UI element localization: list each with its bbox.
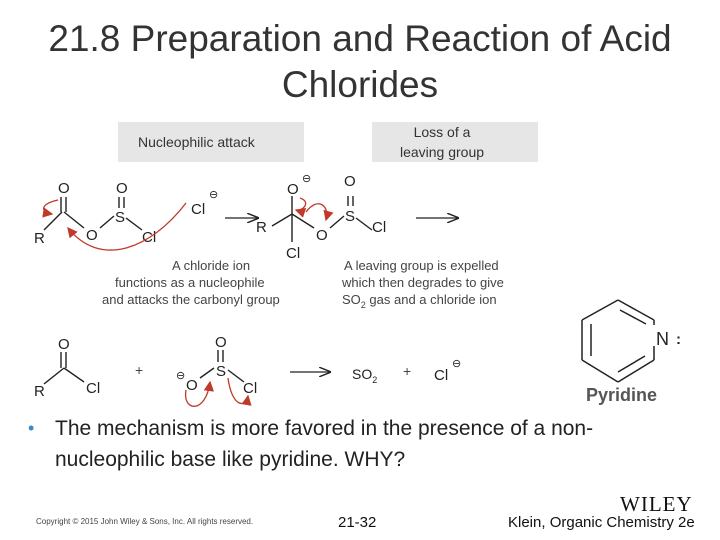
atom-o: O [316, 227, 328, 244]
bullet-text: The mechanism is more favored in the presence of a non-nucleophilic base like pyridine. WHY? [55, 417, 594, 471]
lone-pair-icon: : [676, 331, 681, 348]
atom-o: O [86, 227, 98, 244]
atom-cl: Cl [243, 380, 258, 397]
atom-r: R [34, 383, 45, 400]
caption-leaving-3: $SO_2$ gas and a chloride ion [342, 292, 497, 310]
atom-s: S [115, 209, 126, 226]
atom-r: R [256, 219, 267, 236]
atom-cl: Cl [191, 201, 206, 218]
atom-cl: Cl [286, 245, 301, 262]
atom-o: O [116, 180, 128, 197]
title-line-2: Chlorides [281, 64, 439, 105]
atom-s: S [345, 208, 356, 225]
page-number: 21-32 [338, 514, 377, 531]
bullet-point [28, 413, 688, 475]
atom-o: O [344, 173, 356, 190]
atom-cl: Cl [142, 229, 157, 246]
atom-r: R [34, 230, 45, 247]
caption-leaving-1: A leaving group is expelled [344, 258, 499, 273]
negative-charge-icon: ⊖ [209, 189, 219, 201]
wiley-logo: WILEY [620, 492, 693, 516]
atom-s: S [216, 363, 227, 380]
negative-charge-icon: ⊖ [302, 173, 312, 185]
curved-arrow-icon [296, 198, 306, 210]
curved-arrow-icon [306, 204, 327, 220]
bullet-icon: • [28, 418, 35, 438]
caption-chloride-2: functions as a nucleophile [115, 275, 265, 290]
caption-chloride-1: A chloride ion [172, 258, 251, 273]
atom-n: N [656, 329, 669, 349]
atom-o: O [58, 180, 70, 197]
atom-cl: Cl [372, 219, 387, 236]
atom-o: O [215, 334, 227, 351]
atom-o: O [58, 336, 70, 353]
tab-leaving-group-label-1: Loss of a [413, 124, 471, 140]
pyridine-structure [582, 300, 654, 382]
tab-leaving-group-label-2: leaving group [399, 144, 485, 160]
book-title: Klein, Organic Chemistry 2e [508, 514, 695, 531]
copyright: Copyright © 2015 John Wiley & Sons, Inc. All rights reserved. [36, 517, 254, 526]
negative-charge-icon: ⊖ [176, 370, 186, 382]
plus-sign: + [403, 363, 412, 379]
caption-leaving-2: which then degrades to give [342, 275, 504, 290]
curved-arrow-icon [44, 200, 58, 214]
pyridine-label: Pyridine [586, 385, 658, 405]
negative-charge-icon: ⊖ [452, 358, 462, 370]
so2-product: $SO_2$ [352, 366, 378, 385]
atom-o: O [186, 377, 198, 394]
plus-sign: + [135, 362, 144, 378]
molecule-acid-chloride [44, 352, 84, 384]
molecule-acyl-chlorosulfite [44, 197, 142, 230]
atom-o: O [287, 181, 299, 198]
title-line-1: 21.8 Preparation and Reaction of Acid [48, 18, 672, 59]
atom-cl: Cl [434, 367, 449, 384]
caption-chloride-3: and attacks the carbonyl group [102, 292, 280, 307]
atom-cl: Cl [86, 380, 101, 397]
tab-nucleophilic-attack-label: Nucleophilic attack [138, 134, 255, 150]
